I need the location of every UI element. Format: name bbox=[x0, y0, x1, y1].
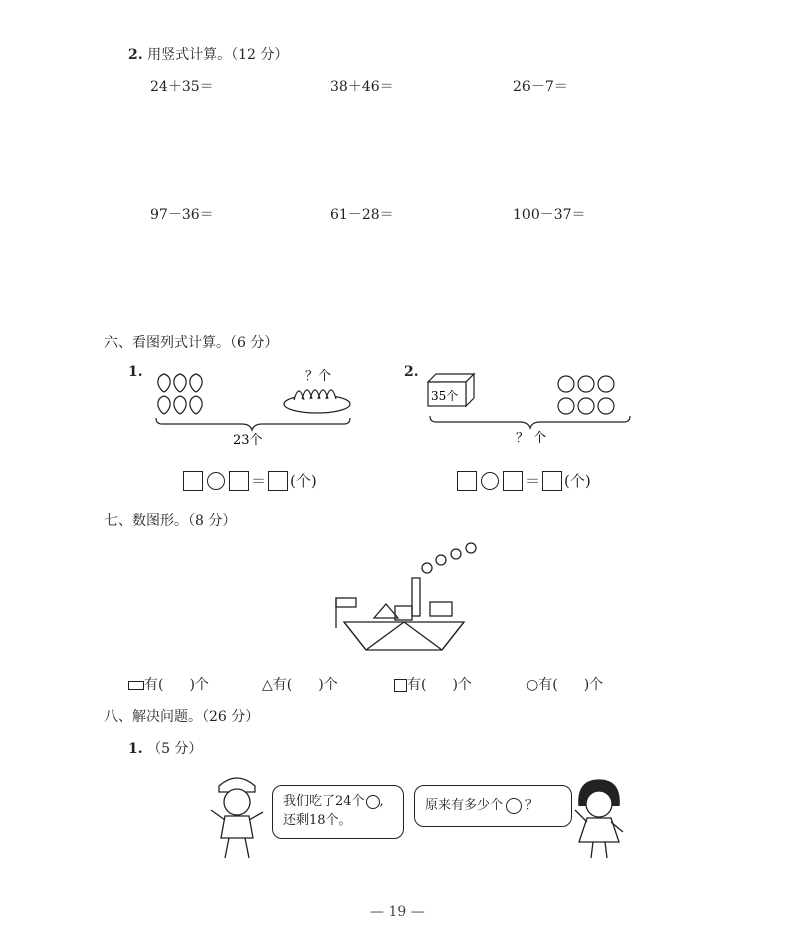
problem-2: 38＋46＝ bbox=[330, 79, 394, 95]
answer-box[interactable] bbox=[183, 471, 203, 491]
answer-box[interactable] bbox=[542, 471, 562, 491]
section8-title: 八、解决问题。（26 分） bbox=[104, 709, 260, 725]
s6-q2-number: 2. bbox=[404, 364, 419, 380]
s6-q2-equation: ＝ (个) bbox=[457, 470, 591, 491]
s6-q2-box-label: 35个 bbox=[431, 389, 459, 403]
problem-4: 97－36＝ bbox=[150, 207, 214, 223]
s6-q1-question: ？个 bbox=[305, 369, 332, 384]
problem-5: 61－28＝ bbox=[330, 207, 394, 223]
section7-title: 七、数图形。（8 分） bbox=[104, 513, 237, 529]
s8-q1-points: （5 分） bbox=[147, 741, 203, 757]
rectangle-icon bbox=[128, 681, 144, 690]
operator-circle[interactable] bbox=[481, 472, 499, 490]
boy-speech-bubble: 我们吃了24个 , 还剩18个。 bbox=[272, 785, 404, 839]
problem-3: 26－7＝ bbox=[513, 79, 568, 95]
strawberry-icons bbox=[158, 374, 202, 414]
unit-label: (个) bbox=[290, 472, 317, 490]
q2-heading bbox=[128, 44, 288, 64]
answer-box[interactable] bbox=[268, 471, 288, 491]
total-brace bbox=[430, 416, 630, 428]
count-rectangles: 有( )个 bbox=[128, 674, 209, 694]
problem-1: 24＋35＝ bbox=[150, 79, 214, 95]
q2-number: 2. bbox=[128, 47, 143, 63]
count-squares: 有( )个 bbox=[394, 674, 472, 694]
s6-q1-total: 23个 bbox=[233, 433, 263, 448]
plate-icon bbox=[284, 390, 350, 413]
apple-icon bbox=[506, 798, 522, 814]
boy-illustration bbox=[205, 772, 271, 862]
box-apples-figure bbox=[420, 362, 640, 452]
square-icon bbox=[394, 679, 407, 692]
answer-box[interactable] bbox=[229, 471, 249, 491]
answer-box[interactable] bbox=[503, 471, 523, 491]
apple-icons bbox=[558, 376, 614, 414]
girl-line: 原来有多少个 bbox=[425, 798, 504, 813]
s6-q1-number: 1. bbox=[128, 364, 143, 380]
triangle-icon: △ bbox=[262, 677, 273, 693]
total-brace bbox=[156, 418, 350, 430]
apple-icon bbox=[366, 795, 380, 809]
page-number: — 19 — bbox=[370, 904, 425, 920]
circle-icon: ○ bbox=[526, 677, 539, 693]
answer-box[interactable] bbox=[457, 471, 477, 491]
q2-title: 用竖式计算。（12 分） bbox=[147, 47, 289, 63]
boy-line-2: 还剩18个。 bbox=[283, 813, 352, 828]
section6-title: 六、看图列式计算。（6 分） bbox=[104, 335, 279, 351]
problem-6: 100－37＝ bbox=[513, 207, 586, 223]
unit-label: (个) bbox=[564, 472, 591, 490]
s8-q1-heading bbox=[128, 738, 202, 758]
count-circles: ○有( )个 bbox=[526, 677, 604, 693]
girl-speech-bubble bbox=[414, 785, 572, 827]
girl-question-mark: ？ bbox=[525, 798, 539, 813]
boy-line-1: 我们吃了24个 bbox=[283, 794, 365, 809]
s6-q2-total: ？ 个 bbox=[516, 431, 547, 446]
count-triangles: △有( )个 bbox=[262, 677, 338, 693]
boat-figure bbox=[330, 538, 480, 658]
girl-illustration bbox=[565, 772, 631, 862]
s6-q1-equation: ＝ (个) bbox=[183, 470, 317, 491]
operator-circle[interactable] bbox=[207, 472, 225, 490]
strawberry-figure bbox=[150, 362, 360, 452]
s8-q1-number: 1. bbox=[128, 741, 143, 757]
